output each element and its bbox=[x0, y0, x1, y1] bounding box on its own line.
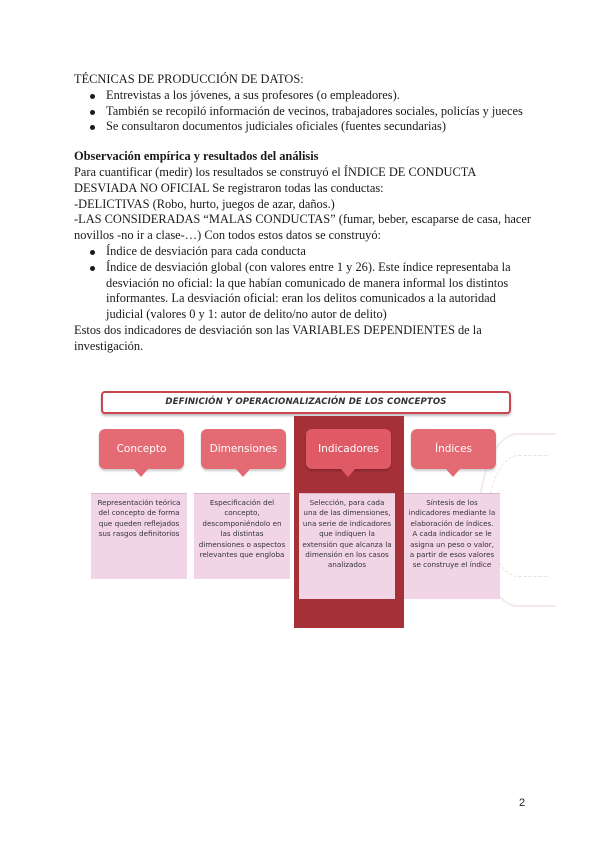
list-item-line: judicial (valores 0 y 1: autor de delito/no autor de delito) bbox=[106, 307, 387, 322]
paragraph-line: DESVIADA NO OFICIAL Se registraron todas las conductas: bbox=[74, 180, 384, 195]
concepto-box: Concepto bbox=[99, 429, 184, 469]
indicadores-box: Indicadores bbox=[306, 429, 391, 469]
arrow-down-icon bbox=[341, 469, 355, 477]
indices-description: Síntesis de los indicadores mediante la elaboración de índices. A cada indicador se le asigna un peso o valor, a partir de esos valores se construye el índice bbox=[404, 493, 500, 599]
paragraph-line: Para cuantificar (medir) los resultados se construyó el ÍNDICE DE CONDUCTA bbox=[74, 164, 477, 179]
dimensiones-description: Especificación del concepto, descomponiéndolo en las distintas dimensiones o aspectos relevantes que engloba bbox=[194, 493, 290, 579]
dimensiones-box: Dimensiones bbox=[201, 429, 286, 469]
list-item-line: Índice de desviación para cada conducta bbox=[106, 243, 306, 258]
arrow-down-icon bbox=[134, 469, 148, 477]
diagram-title: DEFINICIÓN Y OPERACIONALIZACIÓN DE LOS CONCEPTOS bbox=[101, 391, 511, 414]
techniques-list bbox=[74, 88, 524, 135]
list-item: También se recopiló información de vecinos, trabajadores sociales, policías y jueces bbox=[74, 104, 524, 120]
list-item bbox=[74, 244, 524, 260]
paragraph-line: novillos -no ir a clase-…) Con todos estos datos se construyó: bbox=[74, 228, 381, 243]
list-item-line: Índice de desviación global (con valores entre 1 y 26). Este índice representaba la bbox=[106, 259, 511, 274]
observation-heading: Observación empírica y resultados del análisis bbox=[74, 149, 319, 164]
concept-diagram bbox=[88, 385, 538, 635]
list-item: Se consultaron documentos judiciales oficiales (fuentes secundarias) bbox=[74, 119, 524, 135]
list-item bbox=[74, 260, 524, 323]
arrow-down-icon bbox=[236, 469, 250, 477]
paragraph-line: Estos dos indicadores de desviación son las VARIABLES DEPENDIENTES de la bbox=[74, 322, 482, 337]
concepto-description: Representación teórica del concepto de forma que queden reflejados sus rasgos definitorios bbox=[91, 493, 187, 579]
index-list bbox=[74, 244, 524, 323]
body-text bbox=[74, 72, 532, 355]
paragraph-line: -LAS CONSIDERADAS “MALAS CONDUCTAS” (fumar, beber, escaparse de casa, hacer bbox=[74, 212, 532, 227]
list-item: Entrevistas a los jóvenes, a sus profesores (o empleadores). bbox=[74, 88, 524, 104]
indices-box: Índices bbox=[411, 429, 496, 469]
arrow-down-icon bbox=[446, 469, 460, 477]
paragraph-line: investigación. bbox=[74, 338, 144, 353]
techniques-heading: TÉCNICAS DE PRODUCCIÓN DE DATOS: bbox=[74, 72, 304, 86]
page-number: 2 bbox=[519, 797, 526, 809]
paragraph-line: -DELICTIVAS (Robo, hurto, juegos de azar, daños.) bbox=[74, 196, 335, 211]
list-item-line: informantes. La desviación oficial: eran los delitos comunicados a la autoridad bbox=[106, 291, 496, 306]
indicadores-description: Selección, para cada una de las dimensiones, una serie de indicadores que indiquen la extensión que alcanza la dimensión en los casos analizados bbox=[299, 493, 395, 599]
list-item-line: desviación no oficial: la que habían comunicado de manera informal los distintos bbox=[106, 275, 509, 290]
